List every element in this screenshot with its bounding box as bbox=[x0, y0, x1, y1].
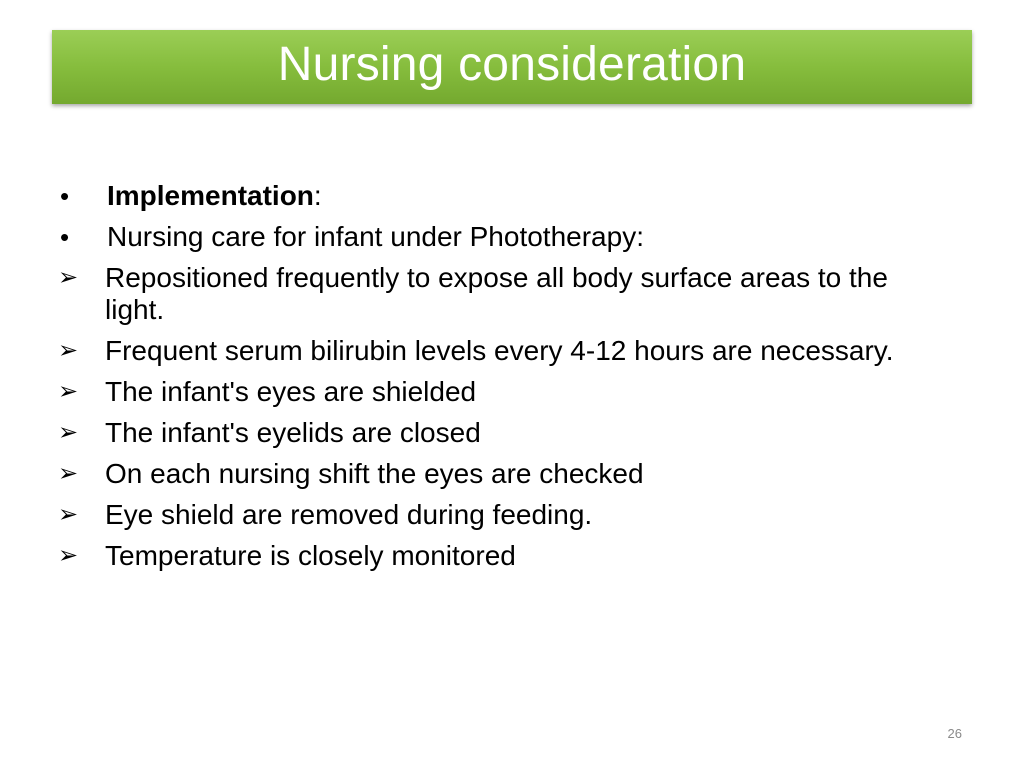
list-item-text: On each nursing shift the eyes are checked bbox=[105, 458, 644, 489]
list-item bbox=[58, 540, 948, 572]
list-item bbox=[58, 376, 948, 408]
arrow-bullet-icon: ➢ bbox=[58, 501, 79, 528]
list-item bbox=[58, 221, 948, 253]
list-item-text: The infant's eyes are shielded bbox=[105, 376, 477, 407]
arrow-bullet-icon: ➢ bbox=[58, 460, 79, 487]
list-item-text: The infant's eyelids are closed bbox=[105, 417, 481, 448]
list-item bbox=[58, 417, 948, 449]
list-item bbox=[58, 180, 948, 212]
list-item bbox=[58, 499, 948, 531]
bullet-list bbox=[58, 180, 948, 581]
list-item-text: Repositioned frequently to expose all body surface areas to the light. bbox=[105, 262, 888, 325]
list-item bbox=[58, 335, 948, 367]
arrow-bullet-icon: ➢ bbox=[58, 419, 79, 446]
arrow-bullet-icon: ➢ bbox=[58, 337, 79, 364]
list-item-text: Implementation: bbox=[107, 180, 322, 211]
arrow-bullet-icon: ➢ bbox=[58, 264, 79, 291]
arrow-bullet-icon: ➢ bbox=[58, 542, 79, 569]
list-item bbox=[58, 458, 948, 490]
bullet-icon: • bbox=[60, 181, 70, 211]
page-number: 26 bbox=[947, 726, 962, 741]
list-item-text: Temperature is closely monitored bbox=[105, 540, 516, 571]
list-item-text: Nursing care for infant under Phototherapy: bbox=[107, 221, 644, 252]
arrow-bullet-icon: ➢ bbox=[58, 378, 79, 405]
list-item-text: Eye shield are removed during feeding. bbox=[105, 499, 593, 530]
list-item-text: Frequent serum bilirubin levels every 4-12 hours are necessary. bbox=[105, 335, 894, 366]
bullet-icon: • bbox=[60, 222, 70, 252]
slide-title: Nursing consideration bbox=[277, 38, 747, 91]
list-item bbox=[58, 262, 948, 326]
title-banner bbox=[52, 30, 972, 104]
